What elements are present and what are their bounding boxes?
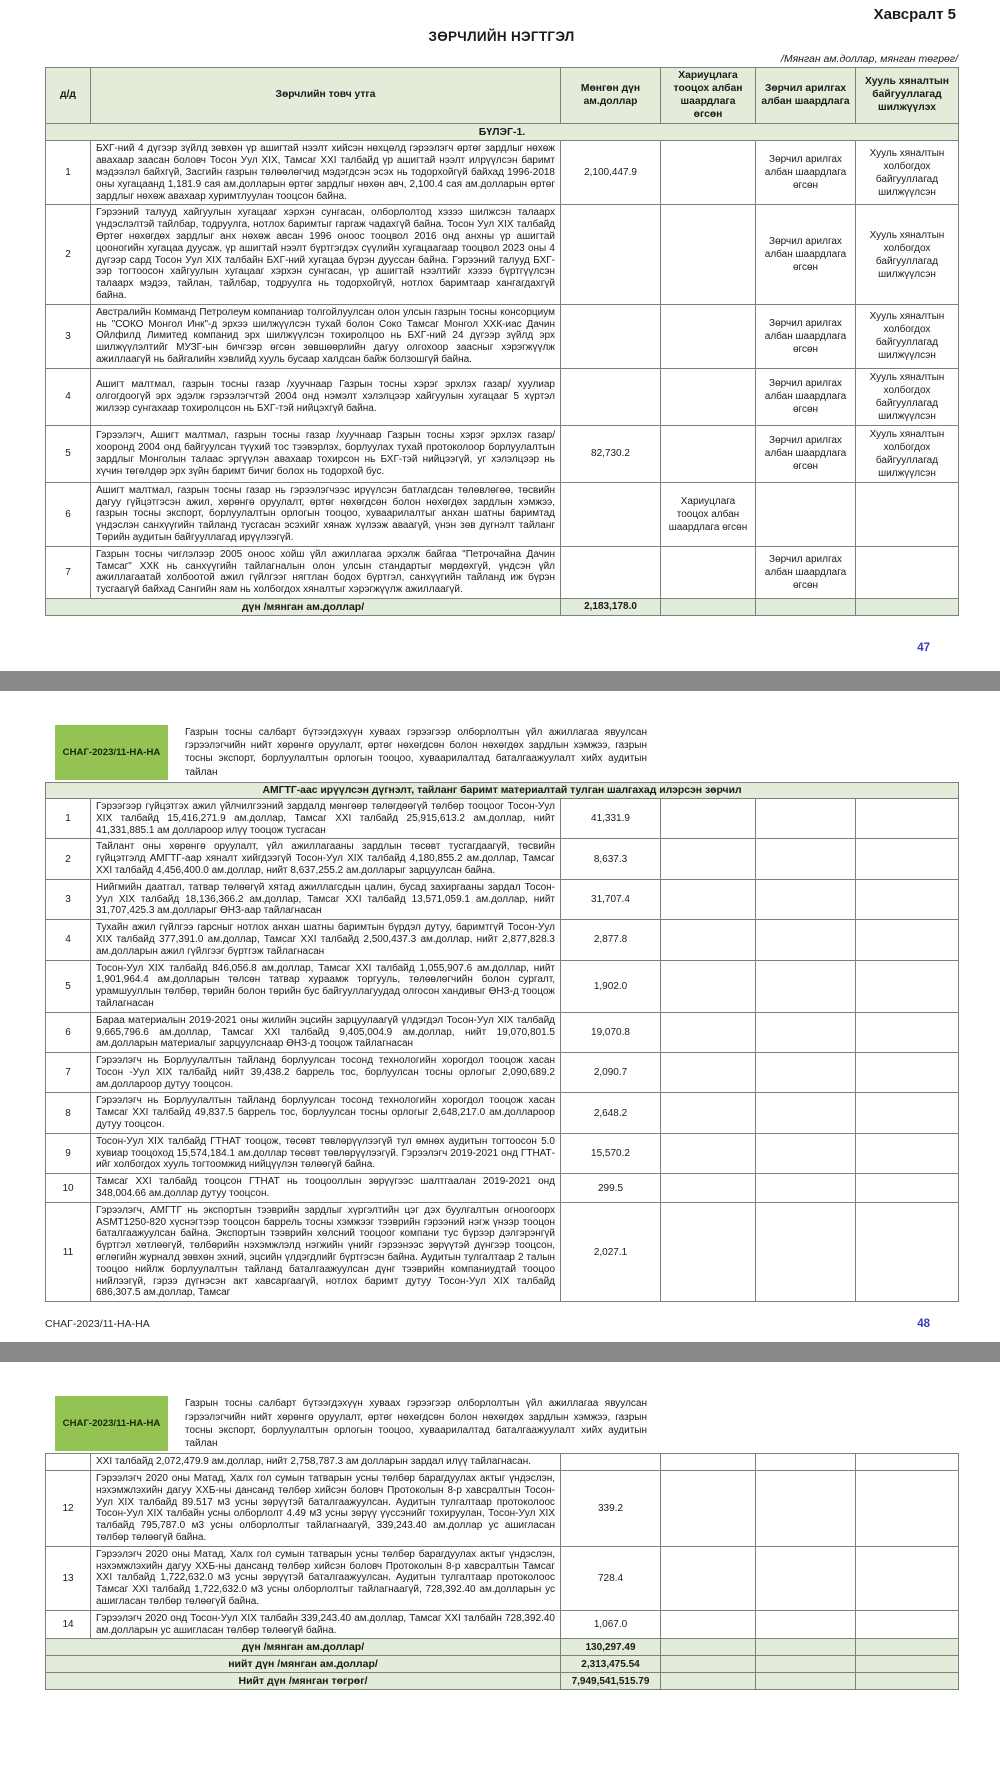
row-index: 7	[46, 546, 91, 598]
amount-usd: 2,100,447.9	[561, 141, 661, 205]
page-3	[0, 1396, 1000, 1690]
amount-usd: 41,331.9	[561, 798, 661, 838]
table-row	[46, 425, 959, 482]
empty-cell	[756, 1202, 856, 1301]
amount-usd: 82,730.2	[561, 425, 661, 482]
row-index: 8	[46, 1093, 91, 1133]
violation-summary: Газрын тосны чиглэлээр 2005 оноос хойш үйл ажиллагаа эрхэлж байгаа "Петрочайна Дачин Тамсаг" ХХК нь санхүүгийн тайлагналын олон улсын стандартыг мөрдөхгүй, үндсэн үйл ажиллагаатай холбоотой ажил гүйлгээг нягтлан бодох бүртгэл, санхүүгийн тайланд иж бүрэн тусгаагүй байхад Сангийн яам нь холбогдох хяналтыг хэрэгжүүлж ажиллаагүй.	[91, 546, 561, 598]
amount-usd: 299.5	[561, 1174, 661, 1203]
row-index: 2	[46, 205, 91, 304]
empty-cell	[756, 1673, 856, 1690]
empty-cell	[661, 1546, 756, 1610]
empty-cell	[756, 1093, 856, 1133]
row-index: 3	[46, 879, 91, 919]
row-index: 5	[46, 425, 91, 482]
remedy-demand: Зөрчил арилгах албан шаардлага өгсөн	[756, 205, 856, 304]
row-index: 7	[46, 1053, 91, 1093]
empty-cell	[661, 1454, 756, 1471]
empty-cell	[856, 920, 959, 960]
total-row	[46, 598, 959, 615]
legal-transfer: Хууль хяналтын холбогдох байгууллагад шилжүүлсэн	[856, 425, 959, 482]
empty-cell	[756, 798, 856, 838]
empty-cell	[661, 1133, 756, 1173]
remedy-demand	[756, 482, 856, 546]
total-label: Нийт дүн /мянган төгрөг/	[46, 1673, 561, 1690]
row-index: 5	[46, 960, 91, 1012]
empty-cell	[756, 960, 856, 1012]
empty-cell	[661, 1012, 756, 1052]
violation-summary: Австралийн Комманд Петролеум компаниар толгойлуулсан олон улсын газрын тосны консорциум нь "СОКО Монгол Инк"-д эрхээ шилжүүлсэн тухай болон Соко Тамсаг Монгол ХХК-иас Дачин Ойлфилд Лимитед компанид эрх шилжүүлсэн тохиролцоо нь БХГ-ний 24 дүгээр зүйлд эрх шилжүүлэлтийг МУЗГ-ын бичгээр өгсөн зөвшөөрлийн дагуу олгохоор заасныг хэрэгжүүлж ажиллаагүй нь байгалийн хэвлийд хууль бусаар халдсан байж болзошгүй байна.	[91, 304, 561, 368]
amount-usd: 2,648.2	[561, 1093, 661, 1133]
table-row	[46, 1202, 959, 1301]
empty-cell	[756, 1454, 856, 1471]
amount-usd: 8,637.3	[561, 839, 661, 879]
empty-cell	[856, 1454, 959, 1471]
col-header-remedy: Зөрчил арилгах албан шаардлага	[756, 68, 856, 124]
audit-ref-badge: СНАГ-2023/11-НА-НА	[55, 1396, 168, 1451]
finding-text: Тамсаг XXI талбайд тооцсон ГТНАТ нь тооцооллын зөрүүгээс шалтгаалан 2019-2021 онд 348,004.66 ам.доллар дутуу тооцсон.	[91, 1174, 561, 1203]
row-index: 6	[46, 482, 91, 546]
remedy-demand: Зөрчил арилгах албан шаардлага өгсөн	[756, 304, 856, 368]
page-break-divider	[0, 1342, 1000, 1362]
liability-demand	[661, 304, 756, 368]
empty-cell	[856, 798, 959, 838]
findings-banner: АМГТГ-аас ирүүлсэн дүгнэлт, тайланг баримт материалтай тулган шалгахад илэрсэн зөрчил	[46, 782, 959, 798]
empty-cell	[856, 1639, 959, 1656]
page-2	[0, 725, 1000, 1330]
table-row	[46, 1133, 959, 1173]
empty-cell	[856, 960, 959, 1012]
empty-cell	[661, 839, 756, 879]
amount-usd: 1,067.0	[561, 1610, 661, 1639]
footer-ref: СНАГ-2023/11-НА-НА	[45, 1318, 150, 1331]
empty-cell	[756, 920, 856, 960]
table-header-row	[46, 68, 959, 124]
col-header-legal: Хууль хяналтын байгууллагад шилжүүлэх	[856, 68, 959, 124]
total-label: нийт дүн /мянган ам.доллар/	[46, 1656, 561, 1673]
table-row	[46, 879, 959, 919]
page-title: ЗӨРЧЛИЙН НЭГТГЭЛ	[428, 29, 575, 44]
section-label: БҮЛЭГ-1.	[46, 124, 959, 141]
table-body-page2	[46, 798, 959, 1301]
unit-note: /Мянган ам.доллар, мянган төгрөг/	[780, 53, 958, 65]
audit-report-description: Газрын тосны салбарт бүтээгдэхүүн хуваах гэрээгээр олборлолтын үйл ажиллагаа явуулсан гэрээлэгчийн нийт хөрөнгө оруулалт, өртөг нөхөгдсөн болон нөхөгдөх зардлын хэмжээ, газрын тосны экспорт, борлуулалтын орлогын тооцоо, хуваарилалтад баталгаажуулалт хийх аудитын тайлан	[185, 727, 647, 778]
audit-report-description: Газрын тосны салбарт бүтээгдэхүүн хуваах гэрээгээр олборлолтын үйл ажиллагаа явуулсан гэрээлэгчийн нийт хөрөнгө оруулалт, өртөг нөхөгдсөн болон нөхөгдөх зардлын хэмжээ, газрын тосны экспорт, борлуулалтын орлогын тооцоо, хуваарилалтад баталгаажуулалт хийх аудитын тайлан	[185, 1398, 647, 1449]
empty-cell	[661, 1656, 756, 1673]
empty-cell	[661, 1053, 756, 1093]
row-index: 1	[46, 141, 91, 205]
liability-demand	[661, 368, 756, 425]
amount-usd: 2,027.1	[561, 1202, 661, 1301]
table-row	[46, 1174, 959, 1203]
row-index	[46, 1454, 91, 1471]
empty-cell	[756, 1639, 856, 1656]
empty-cell	[756, 839, 856, 879]
violation-summary: Ашигт малтмал, газрын тосны газар /хуучнаар Газрын тосны хэрэг эрхлэх газар/ хуулиар олгогдоогүй эрх эдэлж гэрээлэгчтэй 2004 онд нэмэлт хэлэлцээр хайгуулын хугацааг 5 хүртэл жилээр сунгахаар тохиролцсон нь БХГ-тэй нийцэхгүй байна.	[91, 368, 561, 425]
finding-text: Нийгмийн даатгал, татвар төлөөгүй хятад ажиллагсдын цалин, бусад захиргааны зардал Тосон-Уул XIX талбайд 18,136,366.2 ам.доллар, Тамсаг XXI талбайд 13,571,059.1 ам.доллар, нийт 31,707,425.3 ам.долларыг ӨНЗ-аар тайлагнасан	[91, 879, 561, 919]
finding-text: Гэрээлэгч 2020 оны Матад, Халх гол сумын татварын усны төлбөр барагдуулах актыг үндэслэн, нэхэмжлэхийн дагуу ХХБ-ны дансанд төлбөр хийсэн боловч Протоколын 8-р хавсралтын Тосон-Уул XIX талбайд 89.517 м3 усны зөрүүтэй баталгаажуулсан. Аудитын тулгалтаар протоколоос Тосон-Уул XIX талбайн усны олборлолт 4.49 м3 усны зөрүү үүссэнийг тохируулан, Тосон-Уул XIX талбайд 795,787.0 м3 усны олборлолтыг тайлагнаагүй, 339,243.40 ам.доллар ус ашигласан төлбөр төлөөгүй байна.	[91, 1471, 561, 1547]
amount-usd	[561, 482, 661, 546]
table-row	[46, 304, 959, 368]
empty-cell	[856, 1053, 959, 1093]
row-index: 11	[46, 1202, 91, 1301]
liability-demand	[661, 425, 756, 482]
table-body-page1	[46, 141, 959, 616]
empty-cell	[661, 920, 756, 960]
table-row	[46, 1012, 959, 1052]
finding-text: Тухайн ажил гүйлгээ гарсныг нотлох анхан шатны баримтын бүрдэл дутуу, баримтгүй Тосон-Уул XIX талбайд 377,391.0 ам.доллар, Тамсаг XXI талбайд 2,500,437.3 ам.доллар, нийт 2,877,828.3 ам.долларын ажил гүйлгээг бүртгэж тайлагнасан	[91, 920, 561, 960]
remedy-demand: Зөрчил арилгах албан шаардлага өгсөн	[756, 425, 856, 482]
findings-table-page3	[45, 1453, 959, 1690]
findings-table-page2	[45, 782, 959, 1302]
table-row	[46, 482, 959, 546]
total-amount: 2,313,475.54	[561, 1656, 661, 1673]
page-1	[0, 0, 1000, 654]
legal-transfer: Хууль хяналтын холбогдох байгууллагад шилжүүлсэн	[856, 205, 959, 304]
row-index: 3	[46, 304, 91, 368]
table-body-page3	[46, 1454, 959, 1690]
amount-usd: 31,707.4	[561, 879, 661, 919]
empty-cell	[756, 879, 856, 919]
legal-transfer: Хууль хяналтын холбогдох байгууллагад шилжүүлсэн	[856, 368, 959, 425]
empty-cell	[661, 1093, 756, 1133]
table-row	[46, 1093, 959, 1133]
amount-usd: 2,877.8	[561, 920, 661, 960]
finding-text: Гэрээлэгч нь Борлуулалтын тайланд борлуулсан тосонд технологийн хорогдол тооцож хасан Тамсаг XXI талбайд 49,837.5 баррель тос, борлуулсан тосны орлогыг 2,648,217.0 ам.доллароор дутуу тооцсон.	[91, 1093, 561, 1133]
table-row	[46, 205, 959, 304]
empty-cell	[856, 1546, 959, 1610]
empty-cell	[661, 1471, 756, 1547]
row-index: 13	[46, 1546, 91, 1610]
total-row	[46, 1656, 959, 1673]
remedy-demand: Зөрчил арилгах албан шаардлага өгсөн	[756, 368, 856, 425]
legal-transfer: Хууль хяналтын холбогдох байгууллагад шилжүүлсэн	[856, 141, 959, 205]
table-row	[46, 839, 959, 879]
audit-report-header	[55, 725, 675, 780]
amount-usd: 19,070.8	[561, 1012, 661, 1052]
liability-demand	[661, 205, 756, 304]
total-row	[46, 1639, 959, 1656]
empty-cell	[856, 1012, 959, 1052]
liability-demand: Хариуцлага тооцох албан шаардлага өгсөн	[661, 482, 756, 546]
col-header-liability: Хариуцлага тооцох албан шаардлага өгсөн	[661, 68, 756, 124]
finding-text: Гэрээлэгч нь Борлуулалтын тайланд борлуулсан тосонд технологийн хорогдол тооцож хасан Тосон -Уул XIX талбайд нийт 39,438.2 баррель тос, борлуулсан тосны орлогыг 2,090,689.2 ам.доллароор дутуу тооцсон.	[91, 1053, 561, 1093]
violation-summary: Гэрээний талууд хайгуулын хугацааг хэрхэн сунгасан, олборлолтод хэзээ шилжсэн талаарх үндэслэлтэй тайлбар, тодруулга, нотлох баримтыг гаргаж чадахгүй байна. Тосон Уул XIX талбайд Өртөг нөхөгдөх зардлыг анх нөхөж авсан 1996 оноос тооцвол 2016 онд анхны үр ашигтай цооногийн хугацаа дуусаж, үр ашигтай нээлт бүртгэгдэх сүүлийн хугацаагаар тооцвол 2023 оны 4 дүгээр сард Тосон Уул XIX талбайн БХГ-ний хугацаа бүрэн дууссан байна. Гэрээний талууд БХГ-ээр тогтоосон хайгуулын хугацааг хэрхэн сунгасан, үр ашигтай нээлтийг хэзээ бүртгүүлсэн талаарх мэдээ, тайлан, тайлбар, тодруулга нь тодорхойгүй, нотлох баримтаар хангагдахгүй байна.	[91, 205, 561, 304]
empty-cell	[856, 879, 959, 919]
empty-cell	[856, 1610, 959, 1639]
row-index: 1	[46, 798, 91, 838]
row-index: 14	[46, 1610, 91, 1639]
amount-usd	[561, 368, 661, 425]
table-row	[46, 1053, 959, 1093]
empty-cell	[756, 1471, 856, 1547]
row-index: 2	[46, 839, 91, 879]
legal-transfer	[856, 546, 959, 598]
table-row	[46, 1546, 959, 1610]
table-row	[46, 920, 959, 960]
page-number: 47	[917, 641, 930, 654]
amount-usd: 15,570.2	[561, 1133, 661, 1173]
total-amount: 7,949,541,515.79	[561, 1673, 661, 1690]
table-row	[46, 1454, 959, 1471]
violations-summary-table	[45, 67, 959, 616]
empty-cell	[661, 798, 756, 838]
empty-cell	[856, 1471, 959, 1547]
findings-banner-row	[46, 782, 959, 798]
empty-cell	[756, 1174, 856, 1203]
table-row	[46, 546, 959, 598]
liability-demand	[661, 141, 756, 205]
amount-usd	[561, 1454, 661, 1471]
total-amount: 130,297.49	[561, 1639, 661, 1656]
amount-usd	[561, 205, 661, 304]
legal-transfer	[856, 482, 959, 546]
empty-cell	[856, 1656, 959, 1673]
violation-summary: Ашигт малтмал, газрын тосны газар нь гэрээлэгчээс ирүүлсэн батлагдсан төлөвлөгөө, төсвийн дагуу гүйцэтгэсэн ажил, хөрөнгө оруулалт, өртөг нөхөгдсөн болон нөхөгдөх зардлын хэмжээ, газрын тосны экспорт, борлуулалтын орлогын тооцоо, хуваарилалтыг анхан шатны баримтад үндэслэн санхүүгийн тайланд тусгасан эсэхийг хянаж хүлээж аваагүй, үнэн зөв дүгнэлт тайланг Төрийн аудитын байгууллагад ирүүлээгүй.	[91, 482, 561, 546]
empty-cell	[661, 1639, 756, 1656]
violation-summary: БХГ-ний 4 дүгээр зүйлд зөвхөн үр ашигтай нээлт хийсэн нөхцөлд гэрээлэгч өртөг зардлыг нөхөж авахаар заасан боловч Тосон Уул XIX, Тамсаг XXI талбайд үр ашигтай нээлт илрүүлсэн баримт мэдээлэл байхгүй, Засгийн газрын төлөөлөгчид мэдэгдсэн эсэх нь тодорхойгүй байхад 1996-2018 оны хугацаанд 1,181.9 сая ам.долларын өртөг зардлыг нөхөн авч, 2,100.4 сая ам.долларын өртөг зардлыг нөхөж авахаар хуримтлуулан тооцсон байна.	[91, 141, 561, 205]
row-index: 12	[46, 1471, 91, 1547]
section-row	[46, 124, 959, 141]
audit-ref-badge: СНАГ-2023/11-НА-НА	[55, 725, 168, 780]
audit-report-header	[55, 1396, 675, 1451]
empty-cell	[661, 1610, 756, 1639]
empty-cell	[756, 1656, 856, 1673]
finding-text: Гэрээлэгч 2020 онд Тосон-Уул XIX талбайн 339,243.40 ам.доллар, Тамсаг XXI талбайн 728,392.40 ам.долларын ус ашигласан төлбөр төлөөгүй байна.	[91, 1610, 561, 1639]
amount-usd: 728.4	[561, 1546, 661, 1610]
table-row	[46, 1610, 959, 1639]
amount-usd: 339.2	[561, 1471, 661, 1547]
finding-text: Бараа материалын 2019-2021 оны жилийн эцсийн зарцуулаагүй үлдэгдэл Тосон-Уул XIX талбайд 9,665,796.6 ам.доллар, Тамсаг XXI талбайд 9,405,004.9 ам.доллар, нийт 19,070,801.5 ам.долларын материалыг зарцуулснаар ӨНЗ-д тооцож тайлагнасан	[91, 1012, 561, 1052]
row-index: 4	[46, 920, 91, 960]
amount-usd: 2,090.7	[561, 1053, 661, 1093]
empty-cell	[661, 1202, 756, 1301]
total-amount: 2,183,178.0	[561, 598, 661, 615]
amount-usd	[561, 304, 661, 368]
violation-summary: Гэрээлэгч, Ашигт малтмал, газрын тосны газар /хуучнаар Газрын тосны хэрэг эрхлэх газар/ хооронд 2004 онд байгуулсан түүхий тос тээвэрлэх, борлуулах тухай протоколоор борлуулалтын зардлыг Монголын талаас эргүүлэн авахаар тохирсон нь БХГ-тэй нийцээгүй, уг хэлэлцээр нь хүчин төгөлдөр эрх зүйн баримт бичиг болох нь тодорхой бус.	[91, 425, 561, 482]
table-row	[46, 141, 959, 205]
page2-footer	[45, 1318, 958, 1330]
remedy-demand: Зөрчил арилгах албан шаардлага өгсөн	[756, 141, 856, 205]
empty-cell	[661, 879, 756, 919]
finding-text: Тосон-Уул XIX талбайд ГТНАТ тооцож, төсөвт төвлөрүүлээгүй тул өмнөх аудитын тогтоосон 5.0 хувиар тооцоход 15,574,184.1 ам.доллар төсөвт төвлөрүүлээгүй. Гэрээлэгч 2019-2021 онд ГТНАТ-ийг холбогдох хууль тогтоомжид нийцүүлэн төлөөгүй байна.	[91, 1133, 561, 1173]
finding-text: Гэрээгээр гүйцэтгэх ажил үйлчилгээний зардалд мөнгөөр төлөгдөөгүй төлбөр тооцоог Тосон-Уул XIX талбайд 15,416,271.9 ам.доллар, Тамсаг XXI талбайд 25,915,613.2 ам.доллар, нийт 41,331,885.1 ам доллароор илүү тооцож тусгасан	[91, 798, 561, 838]
empty-cell	[856, 1174, 959, 1203]
row-index: 4	[46, 368, 91, 425]
col-header-summary: Зөрчлийн товч утга	[91, 68, 561, 124]
row-index: 9	[46, 1133, 91, 1173]
table-row	[46, 1471, 959, 1547]
amount-usd: 1,902.0	[561, 960, 661, 1012]
empty-cell	[756, 1053, 856, 1093]
row-index: 6	[46, 1012, 91, 1052]
empty-cell	[661, 960, 756, 1012]
table-row	[46, 798, 959, 838]
appendix-label: Хавсралт 5	[873, 6, 956, 23]
empty-cell	[756, 1546, 856, 1610]
empty-cell	[856, 839, 959, 879]
table-row	[46, 368, 959, 425]
empty-cell	[661, 1174, 756, 1203]
liability-demand	[661, 546, 756, 598]
empty-cell	[756, 1012, 856, 1052]
col-header-amount: Мөнгөн дүн ам.доллар	[561, 68, 661, 124]
empty-cell	[756, 598, 856, 615]
col-header-index: д/д	[46, 68, 91, 124]
total-label: дүн /мянган ам.доллар/	[46, 1639, 561, 1656]
row-index: 10	[46, 1174, 91, 1203]
finding-text: Тосон-Уул XIX талбайд 846,056.8 ам.доллар, Тамсаг XXI талбайд 1,055,907.6 ам.доллар, нийт 1,901,964.4 ам.долларын төлсөн татвар хураамж торгууль, төлөөлөгчийн болон сургалт, урамшууллын төлбөр, төрийн болон төрийн бус байгууллагуудад олгосон хандивыг ӨНЗ-д тооцож тайлагнасан	[91, 960, 561, 1012]
empty-cell	[856, 1202, 959, 1301]
remedy-demand: Зөрчил арилгах албан шаардлага өгсөн	[756, 546, 856, 598]
empty-cell	[661, 598, 756, 615]
amount-usd	[561, 546, 661, 598]
empty-cell	[856, 598, 959, 615]
finding-text: Гэрээлэгч, АМГТГ нь экспортын тээврийн зардлыг хүргэлтийн цэг дэх буулгалтын огноогоорх ASMT1250-820 хүснэгтээр тооцсон баррель тосны хэмжээг тээврийн гэрээний нэгж үнээр тооцон баталгаажуулсан байна. Экспортын тээврийн хөлсний тооцоог компани тус бүрээр дэлгэрэнгүй бүртгэл хөтлөөгүй, төлбөрийн нэхэмжлэлд нэгжийн үнийг гэрээнээс зөрүүтэй дүнгээр тооцсон, өглөгийн журналд зөвхөн эхний, эцсийн үлдэгдлийг бүртгэсэн байна. Аудитын тулгалтаар 2 талын тооцоо нийлж борлуулалтын тайланд баталгаажуулсан дүнг тээврийн компаниудтай тооцоо нийлээгүй, гэрээ дүгнэсэн акт хавсаргаагүй, нотлох баримт дутуу Тосон-Уул XIX талбайд 686,307.5 ам.доллар, Тамсаг	[91, 1202, 561, 1301]
empty-cell	[756, 1610, 856, 1639]
finding-text: Гэрээлэгч 2020 оны Матад, Халх гол сумын татварын усны төлбөр барагдуулах актыг үндэслэн, нэхэмжлэхийн дагуу ХХБ-ны дансанд төлбөр хийсэн боловч Протоколын 8-р хавсралтын Тамсаг XXI талбайд 1,722,632.0 м3 усны зөрүүтэй баталгаажуулсан. Аудитын тулгалтаар протоколоос Тамсаг XXI талбайд 1,722,632.0 м3 усны олборлолтыг тайлагнаагүй, 728,392.40 ам.долларын ус ашигласан төлбөр төлөөгүй байна.	[91, 1546, 561, 1610]
empty-cell	[661, 1673, 756, 1690]
finding-text: Тайлант оны хөрөнгө оруулалт, үйл ажиллагааны зардлын төсөвт тусгагдаагүй, төсвийн гүйцэтгэлд АМГТГ-аар хяналт хийгдээгүй Тосон-Уул XIX талбайд 4,180,855.2 ам.доллар, Тамсаг XXI талбайд 4,456,400.0 ам.доллар, нийт 8,637,255.2 ам.долларыг зарцуулсан байна.	[91, 839, 561, 879]
total-label: дүн /мянган ам.доллар/	[46, 598, 561, 615]
empty-cell	[756, 1133, 856, 1173]
legal-transfer: Хууль хяналтын холбогдох байгууллагад шилжүүлсэн	[856, 304, 959, 368]
page-break-divider	[0, 671, 1000, 691]
empty-cell	[856, 1673, 959, 1690]
empty-cell	[856, 1133, 959, 1173]
table-row	[46, 960, 959, 1012]
finding-text: XXI талбайд 2,072,479.9 ам.доллар, нийт 2,758,787.3 ам долларын зардал илүү тайлагнасан.	[91, 1454, 561, 1471]
empty-cell	[856, 1093, 959, 1133]
page-number: 48	[917, 1318, 930, 1331]
total-row	[46, 1673, 959, 1690]
